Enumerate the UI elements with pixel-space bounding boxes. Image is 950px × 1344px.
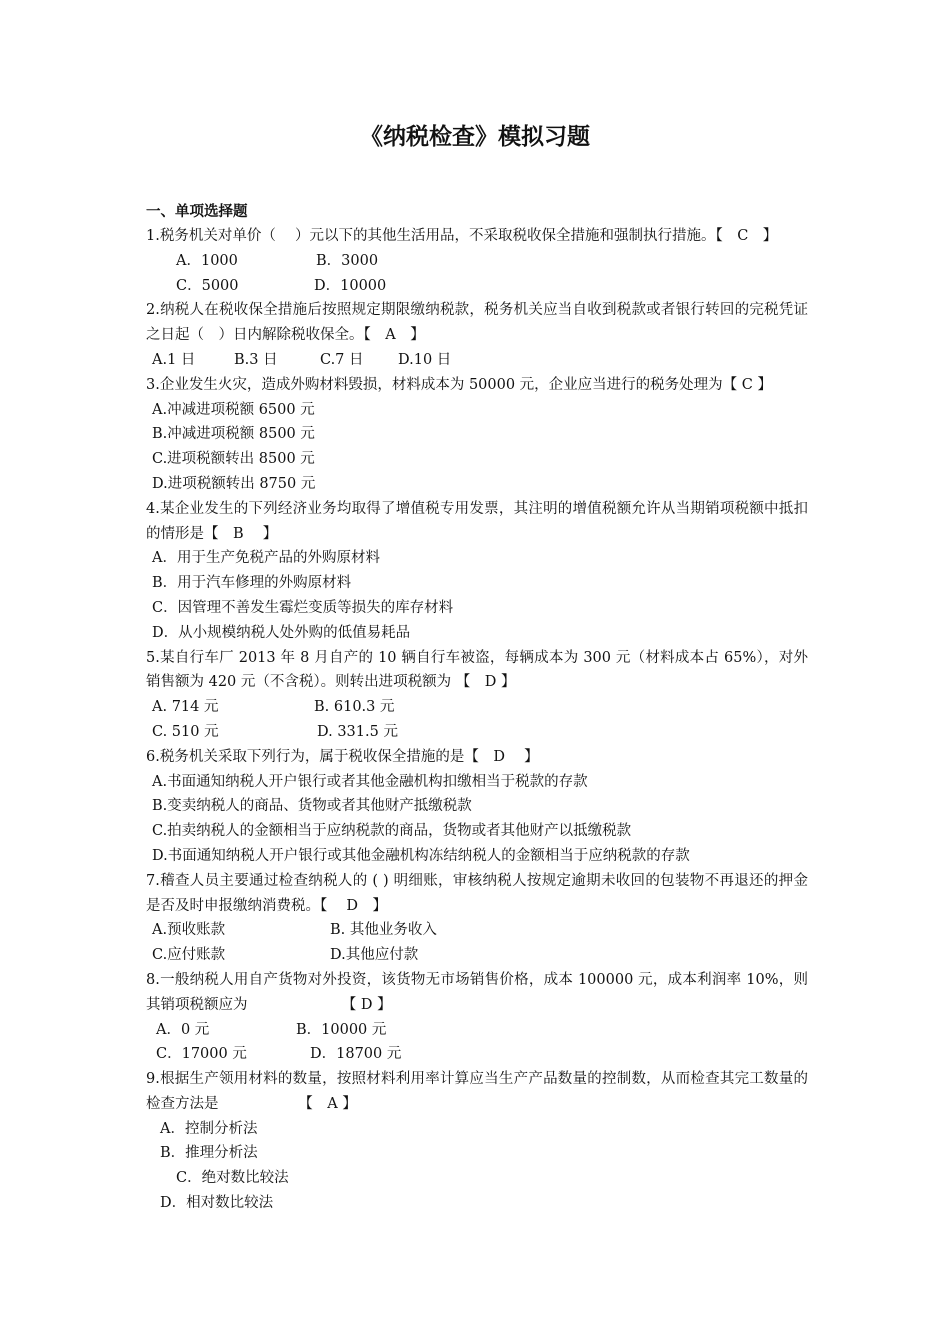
question-stem: 9.根据生产领用材料的数量，按照材料利用率计算应当生产产品数量的控制数，从而检查其完工数量的检查方法是 【 A 】 bbox=[146, 1071, 808, 1112]
option-d: D.其他应付款 bbox=[330, 947, 419, 964]
option-c: C．17000 元 bbox=[156, 1046, 247, 1063]
option-c: C．5000 bbox=[176, 277, 239, 294]
question-stem: 7.稽查人员主要通过检查纳税人的 ( ) 明细账，审核纳税人按规定逾期未收回的包装物不再退还的押金是否及时申报缴纳消费税。【 D 】 bbox=[146, 872, 808, 914]
question-stem: 5.某自行车厂 2013 年 8 月自产的 10 辆自行车被盗，每辆成本为 300 元（材料成本占 65%），对外销售额为 420 元（不含税）。则转出进项税额为 【 D 】 bbox=[146, 649, 808, 691]
option-b: B．3000 bbox=[316, 252, 379, 269]
option-d: D.书面通知纳税人开户银行或其他金融机构冻结纳税人的金额相当于应纳税款的存款 bbox=[152, 847, 690, 864]
option-c: C.7 日 bbox=[320, 351, 364, 368]
question-list bbox=[146, 224, 808, 1216]
option-d: D．相对数比较法 bbox=[160, 1195, 274, 1212]
question-stem: 4.某企业发生的下列经济业务均取得了增值税专用发票，其注明的增值税额允许从当期销项税额中抵扣的情形是【 B 】 bbox=[146, 500, 808, 542]
option-b: B．用于汽车修理的外购原材料 bbox=[152, 575, 352, 592]
option-b: B．10000 元 bbox=[296, 1021, 387, 1038]
option-row bbox=[146, 274, 808, 299]
option-b: B. 其他业务收入 bbox=[330, 922, 437, 939]
question-5 bbox=[146, 646, 808, 745]
question-1 bbox=[146, 224, 808, 298]
option-a: A.书面通知纳税人开户银行或者其他金融机构扣缴相当于税款的存款 bbox=[152, 773, 588, 790]
option-c: C.拍卖纳税人的金额相当于应纳税款的商品，货物或者其他财产以抵缴税款 bbox=[152, 823, 632, 840]
option-b: B.冲减进项税额 8500 元 bbox=[152, 426, 315, 443]
option-c: C.应付账款 bbox=[152, 947, 226, 964]
option-row bbox=[146, 943, 808, 968]
option-b: B.3 日 bbox=[234, 351, 278, 368]
question-3 bbox=[146, 373, 808, 497]
option-a: A. 714 元 bbox=[152, 699, 219, 716]
question-8 bbox=[146, 968, 808, 1067]
option-c: C．绝对数比较法 bbox=[176, 1170, 289, 1187]
option-b: B．推理分析法 bbox=[160, 1145, 258, 1162]
question-2 bbox=[146, 298, 808, 372]
question-stem: 6.税务机关采取下列行为，属于税收保全措施的是【 D 】 bbox=[146, 748, 539, 765]
option-a: A.冲减进项税额 6500 元 bbox=[152, 401, 315, 418]
option-row bbox=[146, 249, 808, 274]
option-d: D．18700 元 bbox=[310, 1046, 402, 1063]
question-stem: 3.企业发生火灾，造成外购材料毁损，材料成本为 50000 元，企业应当进行的税务处理为【 C 】 bbox=[146, 376, 772, 393]
option-row bbox=[146, 1018, 808, 1043]
option-a: A．控制分析法 bbox=[160, 1120, 258, 1137]
question-7 bbox=[146, 869, 808, 968]
option-c: C.进项税额转出 8500 元 bbox=[152, 451, 315, 468]
question-4 bbox=[146, 497, 808, 646]
question-stem: 1.税务机关对单价（ ）元以下的其他生活用品，不采取税收保全措施和强制执行措施。【 C 】 bbox=[146, 228, 778, 244]
page-title: 《纳税检查》模拟习题 bbox=[360, 124, 590, 150]
option-a: A．用于生产免税产品的外购原材料 bbox=[152, 550, 380, 567]
option-a: A．0 元 bbox=[156, 1021, 210, 1038]
option-d: D. 331.5 元 bbox=[317, 723, 398, 740]
option-d: D．10000 bbox=[314, 277, 387, 294]
question-stem: 8.一般纳税人用自产货物对外投资，该货物无市场销售价格，成本 100000 元，成本利润率 10%，则其销项税额应为 【 D 】 bbox=[146, 971, 808, 1013]
question-6 bbox=[146, 745, 808, 869]
question-9 bbox=[146, 1067, 808, 1216]
section-heading: 一、单项选择题 bbox=[146, 204, 248, 220]
option-b: B.变卖纳税人的商品、货物或者其他财产抵缴税款 bbox=[152, 798, 472, 815]
option-b: B. 610.3 元 bbox=[314, 699, 395, 716]
option-a: A．1000 bbox=[176, 252, 238, 269]
option-c: C．因管理不善发生霉烂变质等损失的库存材料 bbox=[152, 599, 454, 616]
question-stem: 2.纳税人在税收保全措施后按照规定期限缴纳税款，税务机关应当自收到税款或者银行转回的完税凭证之日起（ ）日内解除税收保全。【 A 】 bbox=[146, 302, 808, 344]
option-d: D.10 日 bbox=[398, 351, 452, 368]
option-d: D.进项税额转出 8750 元 bbox=[152, 475, 316, 492]
option-a: A.1 日 bbox=[152, 351, 196, 368]
option-a: A.预收账款 bbox=[152, 922, 226, 939]
option-d: D．从小规模纳税人处外购的低值易耗品 bbox=[152, 624, 411, 641]
option-row bbox=[146, 348, 808, 373]
option-row bbox=[146, 695, 808, 720]
option-row bbox=[146, 720, 808, 745]
option-c: C. 510 元 bbox=[152, 723, 219, 740]
option-row bbox=[146, 918, 808, 943]
option-row bbox=[146, 1042, 808, 1067]
